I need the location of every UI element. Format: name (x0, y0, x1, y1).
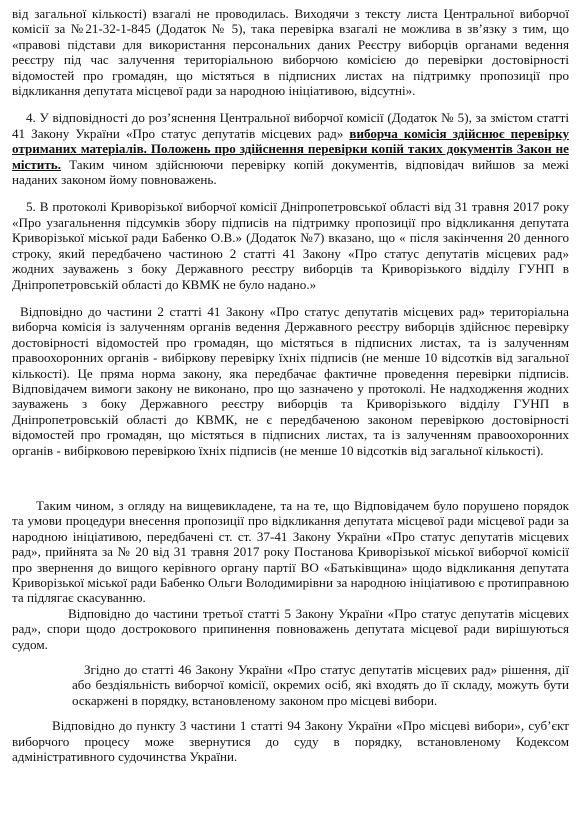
paragraph-conclusion (12, 498, 569, 606)
paragraph-text: 4. У відповідності до роз’яснення Центральної виборчої комісії (Додаток № 5), за змістом статті 41 Закону України «Про статус депутатів місцевих рад» (12, 110, 569, 141)
paragraph-text: Відповідно до частини 2 статті 41 Закону «Про статус депутатів місцевих рад» територіальна виборча комісія із залученням органів ведення Державного реєстру виборців здійснює перевірку достовірності відомостей про громадян, що містяться в підписних листах, та із залученням правоохоронних органів - вибіркову перевірку їхніх підписів (не менше 10 відсотків від загальної кількості). Це пряма норма закону, яка передбачає фактичне проведення перевірки підписів. Відповідачем вимоги закону не виконано, про що зазначено у протоколі. Не надходження жодних зауважень з боку Державного реєстру виборців та Криворізького відділу ГУНП в Дніпропетровській області до КВМК, не є передбаченою законом перевіркою достовірності відомостей про громадян, що містяться в підписних листах, та із залученням правоохоронних органів - вибірковою перевіркою їхніх підписів (не менше 10 відсотків від загальної кількості). (12, 303, 569, 458)
paragraph-text: 5. В протоколі Криворізької виборчої комісії Дніпропетровської області від 31 травня 2017 року «Про узагальнення підсумків збору підписів на підтримку пропозиції про відкликання депутата Криворізької міської ради Бабенко О.В.» (Додаток №7) вказано, що « після закінчення 20 денного строку, який передбачено частиною 2 статті 41 Закону «Про статус депутатів місцевих рад» жодних зауважень з боку Державного реєстру виборців та Криворізького відділу ГУНП в Дніпропетровській області до КВМК не було надано.» (12, 199, 569, 292)
paragraph-text: Відповідно до пункту 3 частини 1 статті 94 Закону України «Про місцеві вибори», суб’єкт виборчого процесу може звернутися до суду в порядку, встановленому Кодексом адміністративного судочинства України. (12, 718, 569, 765)
paragraph-text: від загальної кількості) взагалі не проводилась. Виходячи з тексту листа Центральної виборчої комісії за №21-32-1-845 (Додаток № 5), така перевірка взагалі не можлива в зв’язку з тим, що «правові підстави для використання персональних даних Реєстру виборців органами ведення реєстру під час залучення територіальною виборчою комісією до перевірки достовірності відомостей про громадян, що містяться в підписних листах на підтримку пропозиції про відкликання депутата місцевої ради за народною ініціативою, відсутні». (12, 6, 569, 99)
paragraph-article-94 (12, 718, 569, 764)
paragraph-point-5 (12, 199, 569, 291)
paragraph-article-46 (12, 662, 569, 708)
paragraph-article-41-analysis (12, 304, 569, 458)
paragraph-continuation (12, 6, 569, 98)
paragraph-text: Таким чином, з огляду на вищевикладене, та на те, що Відповідачем було порушено порядок та умови процедури внесення пропозиції про відкликання депутата місцевої ради місцевої ради за народною ініціативою, передбачені ст. ст. 37-41 Закону України «Про статус депутатів місцевих рад», прийнята за № 20 від 31 травня 2017 року Постанова Криворізької міської виборчої комісії про звернення до вищого керівного органу партії ВО «Батьківщина» щодо відкликання депутата Криворізької міської ради Бабенко Ольги Володимирівни за народною ініціативою є протиправною та підлягає скасуванню. (12, 497, 569, 606)
paragraph-text: Таким чином здійснюючи перевірку копій документів, відповідач вийшов за межі наданих законом йому повноважень. (12, 156, 569, 188)
paragraph-point-4 (12, 110, 569, 187)
paragraph-article-5 (12, 606, 569, 652)
paragraph-text: Згідно до статті 46 Закону України «Про статус депутатів місцевих рад» рішення, дії або бездіяльність виборчої комісії, окремих осіб, які входять до її складу, можуть бути оскаржені в порядку, встановленому законом про місцеві вибори. (72, 662, 569, 708)
underlined-bold-text: виборча комісія здійснює перевірку отриманих матеріалів. Положень про здійснення перевірки копій таких документів Закон не містить. (12, 125, 569, 172)
paragraph-text: Відповідно до частини третьої статті 5 Закону України «Про статус депутатів місцевих рад», спори щодо дострокового припинення повноважень депутата місцевої ради вирішуються судом. (12, 605, 569, 652)
